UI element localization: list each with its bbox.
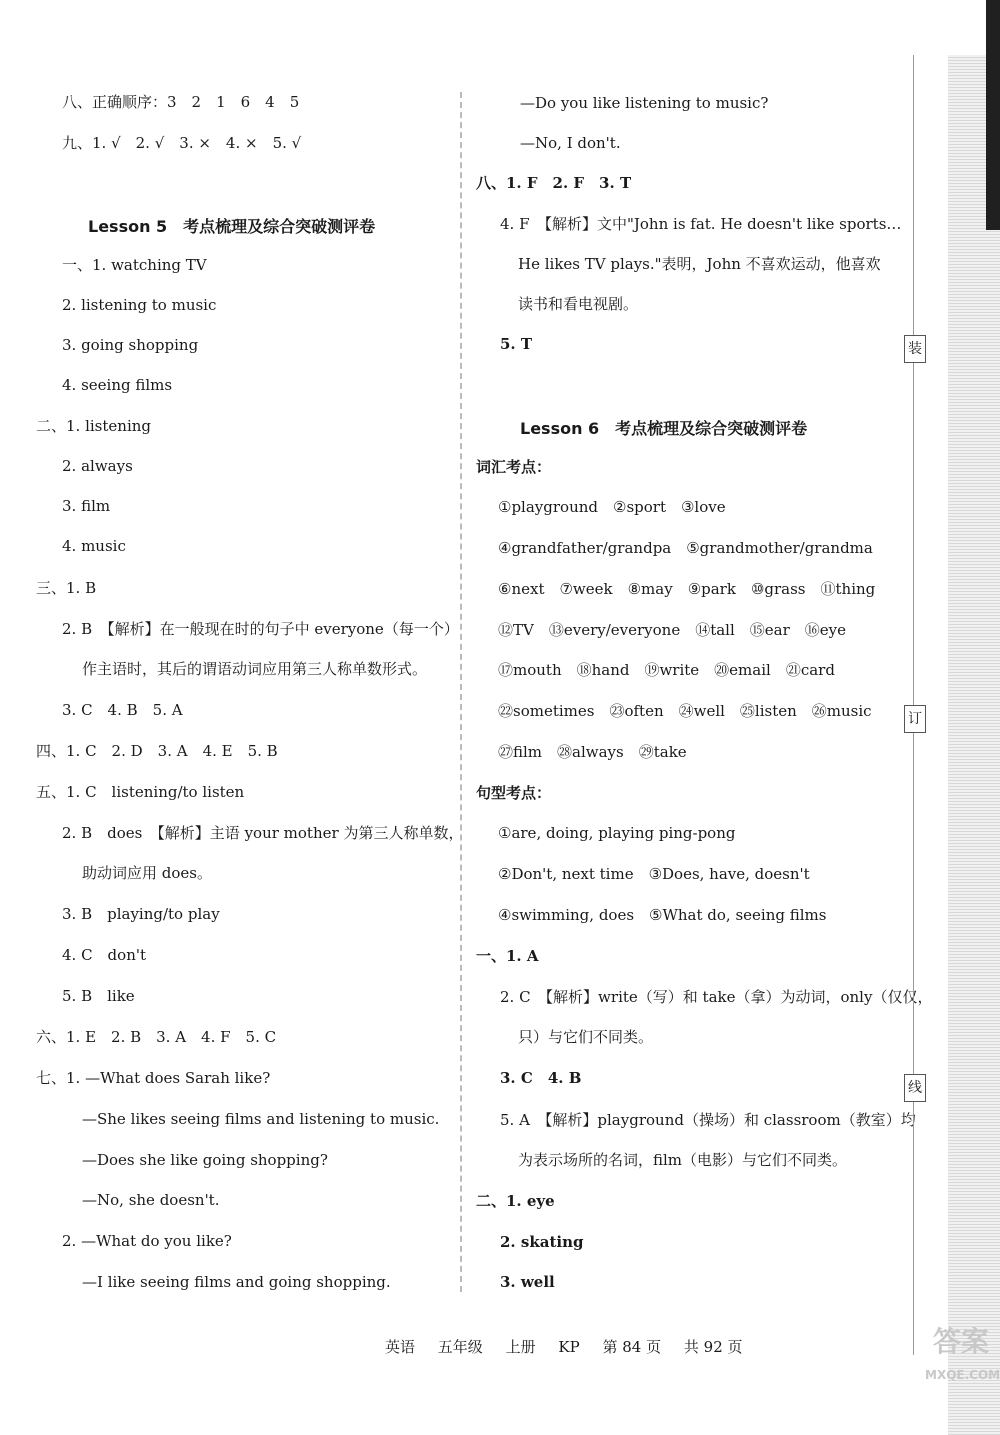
answer-line: 3. going shopping [62, 336, 199, 354]
answer-line: He likes TV plays."表明，John 不喜欢运动，他喜欢 [518, 255, 881, 273]
answer-line: ⑥next ⑦week ⑧may ⑨park ⑩grass ⑪thing [498, 580, 876, 598]
answer-line: 作主语时，其后的谓语动词应用第三人称单数形式。 [82, 660, 428, 678]
footer-edition: KP [558, 1338, 580, 1356]
answer-line: 一、1. watching TV [62, 256, 207, 274]
section-label: 词汇考点： [476, 458, 552, 476]
answer-line: 二、1. listening [36, 417, 151, 435]
answer-line: ①are, doing, playing ping-pong [498, 824, 736, 842]
answer-line: 3. C 4. B [500, 1069, 582, 1087]
answer-line: 八、正确顺序：3 2 1 6 4 5 [62, 93, 300, 111]
answer-line: —No, she doesn't. [82, 1191, 220, 1209]
answer-line: ④grandfather/grandpa ⑤grandmother/grandma [498, 539, 873, 557]
answer-line: 5. T [500, 335, 533, 353]
answer-line: 四、1. C 2. D 3. A 4. E 5. B [36, 742, 278, 760]
answer-line: 3. well [500, 1273, 555, 1291]
margin-mark-ding: 订 [904, 705, 926, 733]
answer-line: 三、1. B [36, 579, 97, 597]
answer-line: 4. F 【解析】文中"John is fat. He doesn't like sports… [500, 215, 902, 233]
answer-line: 一、1. A [476, 947, 539, 965]
answer-line: 3. film [62, 497, 111, 515]
binding-strip [948, 55, 1000, 1435]
answer-line: ⑰mouth ⑱hand ⑲write ⑳email ㉑card [498, 661, 835, 679]
footer-volume: 上册 [505, 1338, 536, 1356]
watermark-text: 答案 [932, 1325, 989, 1358]
lesson5-title: Lesson 5 考点梳理及综合突破测评卷 [88, 217, 376, 236]
answer-line: 2. skating [500, 1233, 584, 1251]
answer-line: 读书和看电视剧。 [518, 295, 639, 313]
margin-mark-zhuang: 装 [904, 335, 926, 363]
answer-line: ⑫TV ⑬every/everyone ⑭tall ⑮ear ⑯eye [498, 621, 846, 639]
answer-line: 二、1. eye [476, 1192, 555, 1210]
answer-line: 助动词应用 does。 [82, 864, 212, 882]
answer-line: —Do you like listening to music? [520, 94, 769, 112]
answer-line: 4. C don't [62, 946, 147, 964]
answer-line: 八、1. F 2. F 3. T [476, 174, 632, 192]
footer-subject: 英语 [385, 1338, 416, 1356]
answer-line: 五、1. C listening/to listen [36, 783, 245, 801]
answer-line: ④swimming, does ⑤What do, seeing films [498, 906, 827, 924]
answer-line: 2. listening to music [62, 296, 217, 314]
answer-line: 六、1. E 2. B 3. A 4. F 5. C [36, 1028, 277, 1046]
answer-line: ㉒sometimes ㉓often ㉔well ㉕listen ㉖music [498, 702, 872, 720]
answer-line: 九、1. √ 2. √ 3. × 4. × 5. √ [62, 134, 302, 152]
footer-grade: 五年级 [437, 1338, 483, 1356]
column-divider [460, 92, 462, 1292]
answer-line: 2. B 【解析】在一般现在时的句子中 everyone（每一个） [62, 620, 459, 638]
margin-mark-xian: 线 [904, 1074, 926, 1102]
answer-line: 3. C 4. B 5. A [62, 701, 183, 719]
page-footer [385, 1336, 761, 1357]
answer-line: —I like seeing films and going shopping. [82, 1273, 391, 1291]
answer-line: —Does she like going shopping? [82, 1151, 328, 1169]
answer-line: 七、1. —What does Sarah like? [36, 1069, 271, 1087]
answer-line: 只）与它们不同类。 [518, 1028, 654, 1046]
answer-line: 5. B like [62, 987, 135, 1005]
answer-line: ㉗film ㉘always ㉙take [498, 743, 687, 761]
watermark-url: MXQE.COM [925, 1368, 1000, 1382]
answer-line: 5. A 【解析】playground（操场）和 classroom（教室）均 [500, 1111, 916, 1129]
answer-line: 2. C 【解析】write（写）和 take（拿）为动词，only（仅仅， [500, 988, 933, 1006]
answer-line: ①playground ②sport ③love [498, 498, 726, 516]
lesson6-title: Lesson 6 考点梳理及综合突破测评卷 [520, 419, 808, 438]
answer-line: 3. B playing/to play [62, 905, 220, 923]
answer-line: 4. music [62, 537, 126, 555]
answer-line: 2. —What do you like? [62, 1232, 232, 1250]
watermark-logo [925, 1320, 1000, 1410]
answer-line: ②Don't, next time ③Does, have, doesn't [498, 865, 810, 883]
footer-total: 共 92 页 [683, 1338, 743, 1356]
section-label: 句型考点： [476, 784, 552, 802]
answer-line: —She likes seeing films and listening to music. [82, 1110, 440, 1128]
footer-page: 第 84 页 [602, 1338, 662, 1356]
answer-line: —No, I don't. [520, 134, 621, 152]
answer-line: 2. always [62, 457, 133, 475]
answer-line: 4. seeing films [62, 376, 173, 394]
answer-line: 2. B does 【解析】主语 your mother 为第三人称单数， [62, 824, 464, 842]
binding-edge [986, 0, 1000, 230]
answer-line: 为表示场所的名词，film（电影）与它们不同类。 [518, 1151, 848, 1169]
